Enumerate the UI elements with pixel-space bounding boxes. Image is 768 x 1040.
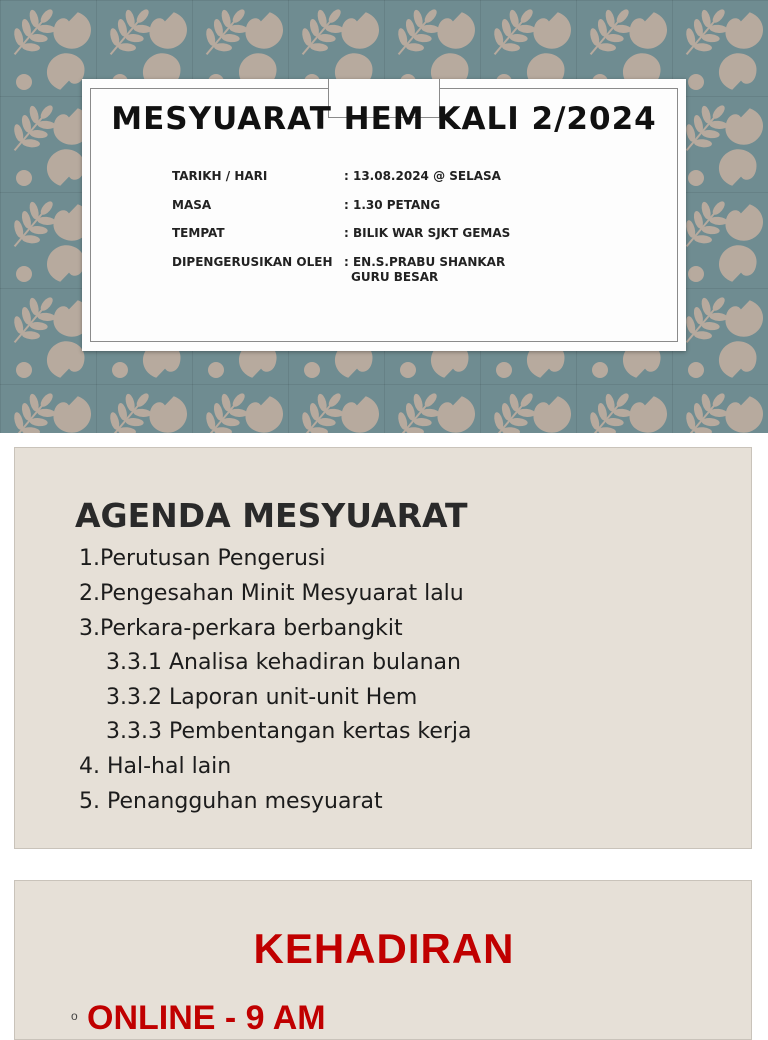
agenda-item-3: 3.Perkara-perkara berbangkit: [79, 616, 403, 641]
agenda-item-5: 5. Penangguhan mesyuarat: [79, 789, 383, 814]
detail-label-time: MASA: [172, 198, 212, 212]
agenda-title: AGENDA MESYUARAT: [75, 496, 468, 535]
agenda-subitem-3-3-3: 3.3.3 Pembentangan kertas kerja: [106, 719, 472, 744]
agenda-subitem-3-3-2: 3.3.2 Laporan unit-unit Hem: [106, 685, 418, 710]
agenda-item-4: 4. Hal-hal lain: [79, 754, 232, 779]
detail-value-chair-title: GURU BESAR: [351, 270, 439, 284]
attendance-title: KEHADIRAN: [253, 925, 515, 972]
attendance-slide: [14, 880, 752, 1040]
detail-value-time: : 1.30 PETANG: [344, 198, 441, 212]
detail-value-venue: : BILIK WAR SJKT GEMAS: [344, 226, 511, 240]
agenda-subitem-3-3-1: 3.3.1 Analisa kehadiran bulanan: [106, 650, 461, 675]
detail-label-venue: TEMPAT: [172, 226, 225, 240]
agenda-item-2: 2.Pengesahan Minit Mesyuarat lalu: [79, 581, 464, 606]
detail-label-chair: DIPENGERUSIKAN OLEH: [172, 255, 333, 269]
agenda-item-1: 1.Perutusan Pengerusi: [79, 546, 326, 571]
detail-label-date: TARIKH / HARI: [172, 169, 268, 183]
title-slide: [0, 0, 768, 433]
detail-value-chair: : EN.S.PRABU SHANKAR: [344, 255, 506, 269]
detail-value-date: : 13.08.2024 @ SELASA: [344, 169, 501, 183]
agenda-slide: [14, 447, 752, 849]
title-card: [82, 79, 686, 351]
meeting-title: MESYUARAT HEM KALI 2/2024: [111, 101, 657, 137]
online-time-text: ONLINE - 9 AM: [87, 999, 326, 1037]
bullet-icon: o: [71, 1009, 78, 1023]
